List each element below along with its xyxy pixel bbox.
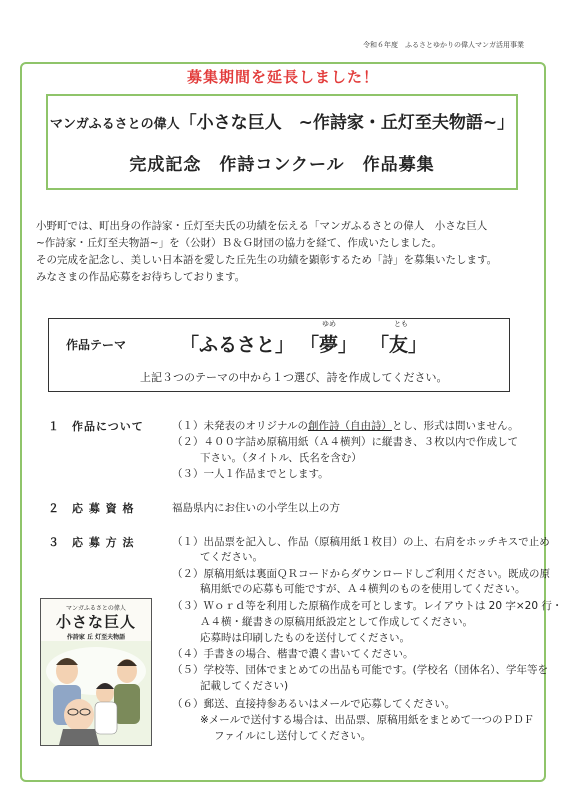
- ruby-tomo: とも: [394, 320, 408, 328]
- section1-line1-pre: （１）未発表のオリジナルの: [172, 420, 308, 432]
- section1-line1: [172, 418, 519, 433]
- intro-line-4: みなさまの作品応募をお待ちしております。: [36, 271, 246, 283]
- theme-tomo: 「友」: [370, 334, 428, 356]
- section2-text: 福島県内にお住いの小学生以上の方: [172, 502, 340, 514]
- section1-line4: （３）一人１作品までとします。: [172, 468, 329, 480]
- section3-number: ３: [48, 536, 59, 549]
- theme-label: 作品テーマ: [66, 338, 127, 352]
- title-prefix: マンガふるさとの偉人: [49, 117, 180, 132]
- section3-line12: ※メールで送付する場合は、出品票、原稿用紙をまとめて一つのＰＤＦ: [200, 714, 535, 726]
- section3-heading: 応 募 方 法: [72, 536, 135, 549]
- section3-line9: （５）学校等、団体でまとめての出品も可能です。(学校名（団体名）、学年等を: [172, 664, 549, 676]
- section3-line2: てください。: [200, 551, 263, 563]
- section1-line1-underlined: 創作詩（自由詩）: [307, 420, 392, 432]
- ruby-yume: ゆめ: [322, 320, 336, 328]
- theme-yume: 「夢」: [300, 334, 358, 356]
- section3-line13: ファイルにし送付してください。: [214, 730, 372, 742]
- section1-line3: 下さい。（タイトル、氏名を含む）: [200, 452, 362, 464]
- section1-line2: （２）４００字詰め原稿用紙（Ａ４横判）に縦書き、３枚以内で作成して: [172, 436, 519, 448]
- theme-furusato: 「ふるさと」: [180, 334, 295, 356]
- section3-line5: （３）Ｗｏｒｄ等を利用した原稿作成を可とします。レイアウトは 20 字×20 行・: [172, 600, 563, 612]
- section1-heading: 作品について: [72, 420, 144, 433]
- section1-line1-post: とし、形式は問いません。: [391, 420, 519, 432]
- section1-number: １: [48, 420, 59, 433]
- section3-line11: （６）郵送、直接持参あるいはメールで応募してください。: [172, 698, 456, 710]
- intro-line-1: 小野町では、町出身の作詩家・丘灯至夫氏の功績を伝える「マンガふるさとの偉人 小さな巨人: [36, 220, 488, 232]
- title-main: 「小さな巨人 ~作詩家・丘灯至夫物語~」: [179, 113, 515, 133]
- manga-caption: 作詩家 丘 灯至夫物語: [66, 634, 126, 641]
- section2-number: ２: [48, 502, 59, 515]
- section3-line10: 記載してください): [200, 680, 289, 692]
- section3-line6: Ａ４横・縦書きの原稿用紙設定として作成してください。: [200, 616, 473, 628]
- section3-line7: 応募時は印刷したものを送付してください。: [200, 632, 410, 644]
- manga-title: 小さな巨人: [55, 613, 136, 631]
- intro-line-3: その完成を記念し、美しい日本語を愛した丘先生の功績を顕彰するため「詩」を募集いたします。: [36, 254, 498, 266]
- theme-instruction: 上記３つのテーマの中から１つ選び、詩を作成してください。: [140, 371, 448, 384]
- manga-characters-illustration: [41, 641, 151, 745]
- title-line1: [46, 108, 518, 133]
- manga-subtitle: マンガふるさとの偉人: [66, 605, 126, 612]
- section3-line1: （１）出品票を記入し、作品（原稿用紙１枚目）の上、右肩をホッチキスで止め: [172, 536, 550, 548]
- intro-line-2: ~作詩家・丘灯至夫物語~」を（公財）Ｂ＆Ｇ財団の協力を経て、作成いたしました。: [36, 237, 442, 249]
- section3-line4: 稿用紙での応募も可能ですが、Ａ４横判のものを使用してください。: [200, 583, 526, 595]
- section2-heading: 応 募 資 格: [72, 502, 135, 515]
- manga-cover-image: [40, 598, 152, 746]
- extension-banner: 募集期間を延長しました！: [186, 68, 379, 86]
- section3-line3: （２）原稿用紙は裏面ＱＲコードからダウンロードしご利用ください。既成の原: [172, 568, 550, 580]
- header-note: 令和６年度 ふるさとゆかりの偉人マンガ活用事業: [363, 41, 524, 49]
- section3-line8: （４）手書きの場合、楷書で濃く書いてください。: [172, 648, 414, 660]
- title-line2: 完成記念 作詩コンクール 作品募集: [129, 155, 435, 175]
